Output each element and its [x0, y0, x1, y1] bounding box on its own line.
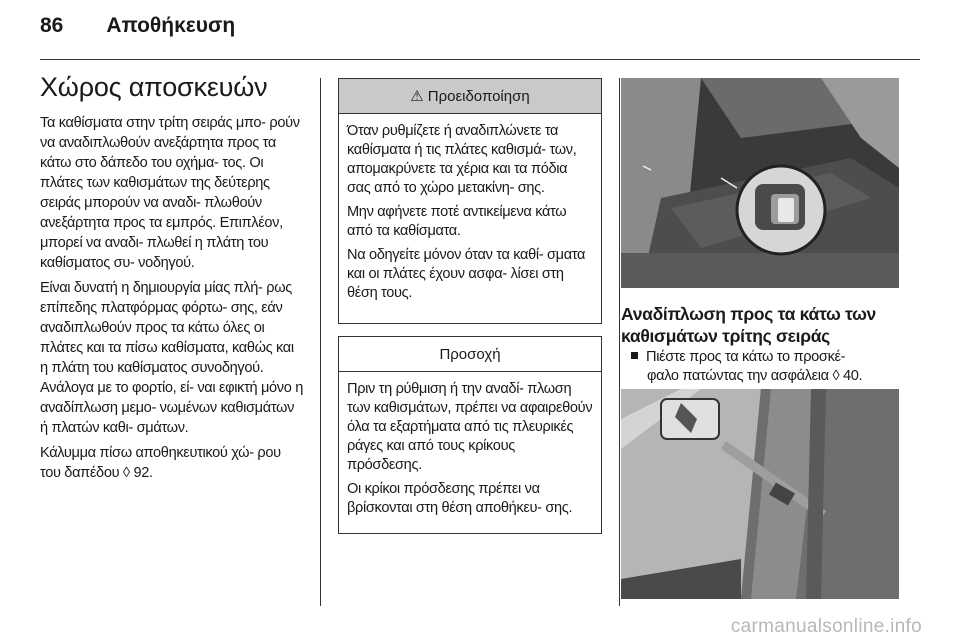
caution-body: [339, 372, 601, 529]
caution-paragraph: Οι κρίκοι πρόσδεσης πρέπει να βρίσκονται στη θέση αποθήκευ- σης.: [347, 481, 573, 516]
warning-box: [338, 78, 602, 324]
page-header: [40, 14, 235, 38]
seat-photo: [621, 389, 899, 599]
left-column: [40, 72, 305, 488]
body-paragraph: Τα καθίσματα στην τρίτη σειράς μπο- ρούν να αναδιπλωθούν ανεξάρτητα προς τα κάτω στο δάπεδο του οχήμα- τος. Οι πλάτες των καθισμάτων της δεύτερης σειράς μπορούν να αναδι- πλωθούν ανεξάρτητα προς τα εμπρός. Επιπλέον, μπορεί να αναδι- πλωθεί η πλάτη του καθίσματος συ- νοδηγού.: [40, 115, 300, 271]
warning-body: [339, 114, 601, 314]
caution-paragraph: Πριν τη ρύθμιση ή την αναδί- πλωση των καθισμάτων, πρέπει να αφαιρεθούν όλα τα εξαρτήματα από τις πλευρικές ράγες και από τους κρίκους πρόσδεσης.: [347, 381, 593, 473]
caution-title: Προσοχή: [439, 345, 501, 363]
bullet-text-line: φαλο πατώντας την ασφάλεια ◊ 40.: [647, 368, 863, 384]
page-title: Χώρος αποσκευών: [40, 72, 268, 102]
warning-paragraph: Όταν ρυθμίζετε ή αναδιπλώνετε τα καθίσματα ή τις πλάτες καθισμά- των, απομακρύνετε τα χέρια και τα πόδια σας από το χώρο μετακίνη- σης.: [347, 123, 577, 196]
column-divider-left: [320, 78, 321, 606]
seat-latch-illustration: [621, 389, 899, 599]
header-rule: [40, 59, 920, 60]
trunk-photo: [621, 78, 899, 288]
bullet-square-icon: [631, 352, 638, 359]
trunk-illustration: [621, 78, 899, 288]
caution-box: [338, 336, 602, 534]
column-divider-right: [619, 78, 620, 606]
section-title: Αποθήκευση: [106, 14, 236, 37]
watermark: carmanualsonline.info: [730, 616, 922, 637]
warning-icon: ⚠: [410, 88, 424, 105]
body-paragraph: Είναι δυνατή η δημιουργία μίας πλή- ρως επίπεδης πλατφόρμας φόρτω- σης, εάν αναδιπλωθούν προς τα κάτω όλες οι πλάτες και τα πίσω καθίσματα, καθώς και η πλάτη του καθίσματος συνοδηγού. Ανάλογα με το φορτίο, εί- ναι εφικτή μόνο η αναδίπλωση μεμο- νωμένων καθισμάτων ή πλατών καθι- σμάτων.: [40, 280, 303, 436]
warning-header: [339, 79, 601, 114]
page-number: 86: [40, 14, 64, 37]
warning-title: Προειδοποίηση: [427, 87, 530, 105]
bullet-text-line: Πιέστε προς τα κάτω το προσκέ-: [646, 349, 846, 365]
caution-header: [339, 337, 601, 372]
warning-paragraph: Μην αφήνετε ποτέ αντικείμενα κάτω από τα καθίσματα.: [347, 204, 567, 239]
instruction-bullet: [631, 348, 901, 386]
cross-reference-paragraph: Κάλυμμα πίσω αποθηκευτικού χώ- ρου του δαπέδου ◊ 92.: [40, 445, 281, 481]
subheading: Αναδίπλωση προς τα κάτω των καθισμάτων τρίτης σειράς: [621, 304, 876, 346]
warning-paragraph: Να οδηγείτε μόνον όταν τα καθί- σματα και οι πλάτες έχουν ασφα- λίσει στη θέση τους.: [347, 247, 586, 301]
